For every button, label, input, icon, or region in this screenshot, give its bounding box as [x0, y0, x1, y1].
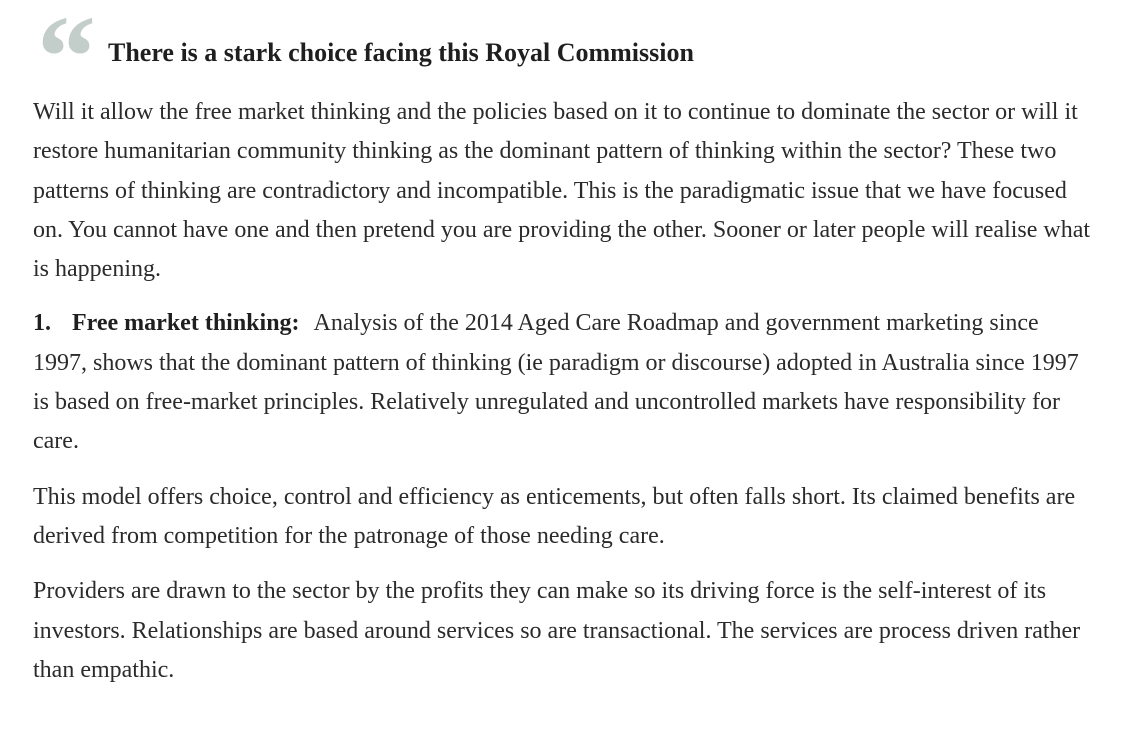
item-text: Analysis of the 2014 Aged Care Roadmap and government marketing since 1997, shows that the dominant pattern of thinking (ie paradigm or discourse) adopted in Australia since 1997 is based on free-market principles. Relatively unregulated and uncontrolled markets have responsibility for care. [33, 310, 1079, 455]
providers-paragraph: Providers are drawn to the sector by the profits they can make so its driving force is the self-interest of its investors. Relationships are based around services so are transactional. The services are process driven rather than empathic. [33, 578, 1081, 683]
model-paragraph: This model offers choice, control and efficiency as enticements, but often falls short. Its claimed benefits are derived from competition for the patronage of those needing care. [33, 483, 1076, 549]
quote-mark-icon: “ [37, 0, 90, 122]
item-term: Free market thinking: [72, 310, 300, 337]
intro-paragraph: Will it allow the free market thinking and the policies based on it to continue to dominate the sector or will it restore humanitarian community thinking as the dominant pattern of thinking within the sector? These two patterns of thinking are contradictory and incompatible. This is the paradigmatic issue that we have focused on. You cannot have one and then pretend you are providing the other. Sooner or later people will realise what is happening. [33, 99, 1091, 283]
section-heading: There is a stark choice facing this Royal Commission [108, 38, 694, 67]
section-heading-row [33, 0, 1093, 122]
numbered-item-free-market [33, 304, 1093, 461]
item-number: 1. [33, 310, 51, 337]
article-body [33, 0, 1093, 690]
